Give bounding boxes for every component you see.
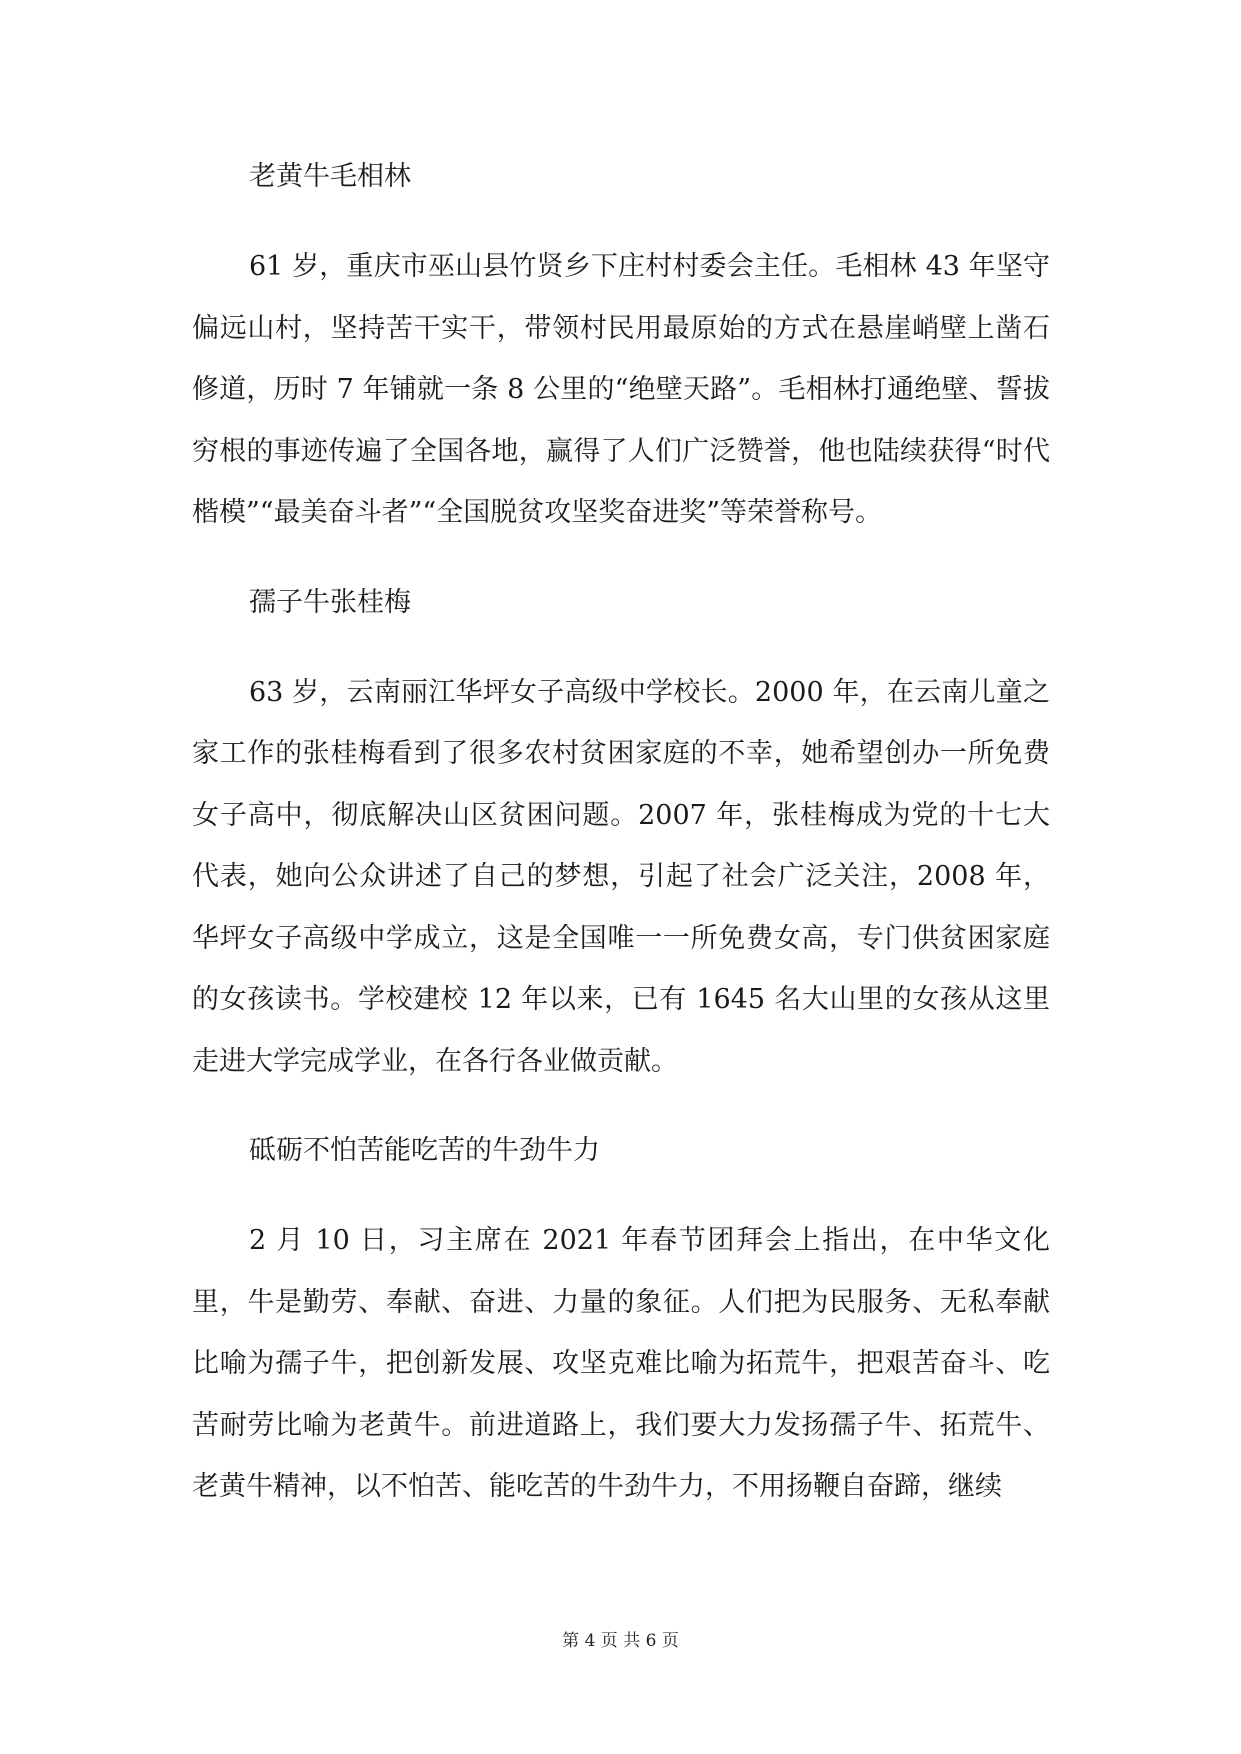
spacer bbox=[192, 634, 1050, 662]
section-body-2: 63 岁，云南丽江华坪女子高级中学校长。2000 年，在云南儿童之家工作的张桂梅看到了很多农村贫困家庭的不幸，她希望创办一所免费女子高中，彻底解决山区贫困问题。2007 年，张桂梅成为党的十七大代表，她向公众讲述了自己的梦想，引起了社会广泛关注，2008 年，华坪女子高级中学成立，这是全国唯一一所免费女高，专门供贫困家庭的女孩读书。学校建校 12 年以来，已有 1645 名大山里的女孩从这里走进大学完成学业，在各行各业做贡献。 bbox=[192, 676, 1050, 1077]
section-heading-3: 砥砺不怕苦能吃苦的牛劲牛力 bbox=[249, 1135, 600, 1166]
section-heading-2: 孺子牛张桂梅 bbox=[249, 586, 411, 618]
spacer bbox=[192, 1182, 1050, 1210]
spacer bbox=[192, 544, 1050, 572]
section-body-3: 2 月 10 日，习主席在 2021 年春节团拜会上指出，在中华文化里，牛是勤劳、奉献、奋进、力量的象征。人们把为民服务、无私奉献比喻为孺子牛，把创新发展、攻坚克难比喻为拓荒牛，把艰苦奋斗、吃苦耐劳比喻为老黄牛。前进道路上，我们要大力发扬孺子牛、拓荒牛、老黄牛精神，以不怕苦、能吃苦的牛劲牛力，不用扬鞭自奋蹄，继续 bbox=[192, 1225, 1050, 1502]
section-heading-1: 老黄牛毛相林 bbox=[249, 161, 411, 192]
page-content bbox=[192, 146, 1050, 1518]
section-body-1: 61 岁，重庆市巫山县竹贤乡下庄村村委会主任。毛相林 43 年坚守偏远山村，坚持苦干实干，带领村民用最原始的方式在悬崖峭壁上凿石修道，历时 7 年铺就一条 8 公里的“绝壁天路”。毛相林打通绝壁、誓拔穷根的事迹传遍了全国各地，赢得了人们广泛赞誉，他也陆续获得“时代楷模”“最美奋斗者”“全国脱贫攻坚奖奋进奖”等荣誉称号。 bbox=[192, 251, 1050, 528]
spacer bbox=[192, 1092, 1050, 1120]
page-number-footer: 第 4 页 共 6 页 bbox=[562, 1631, 679, 1651]
spacer bbox=[192, 208, 1050, 236]
